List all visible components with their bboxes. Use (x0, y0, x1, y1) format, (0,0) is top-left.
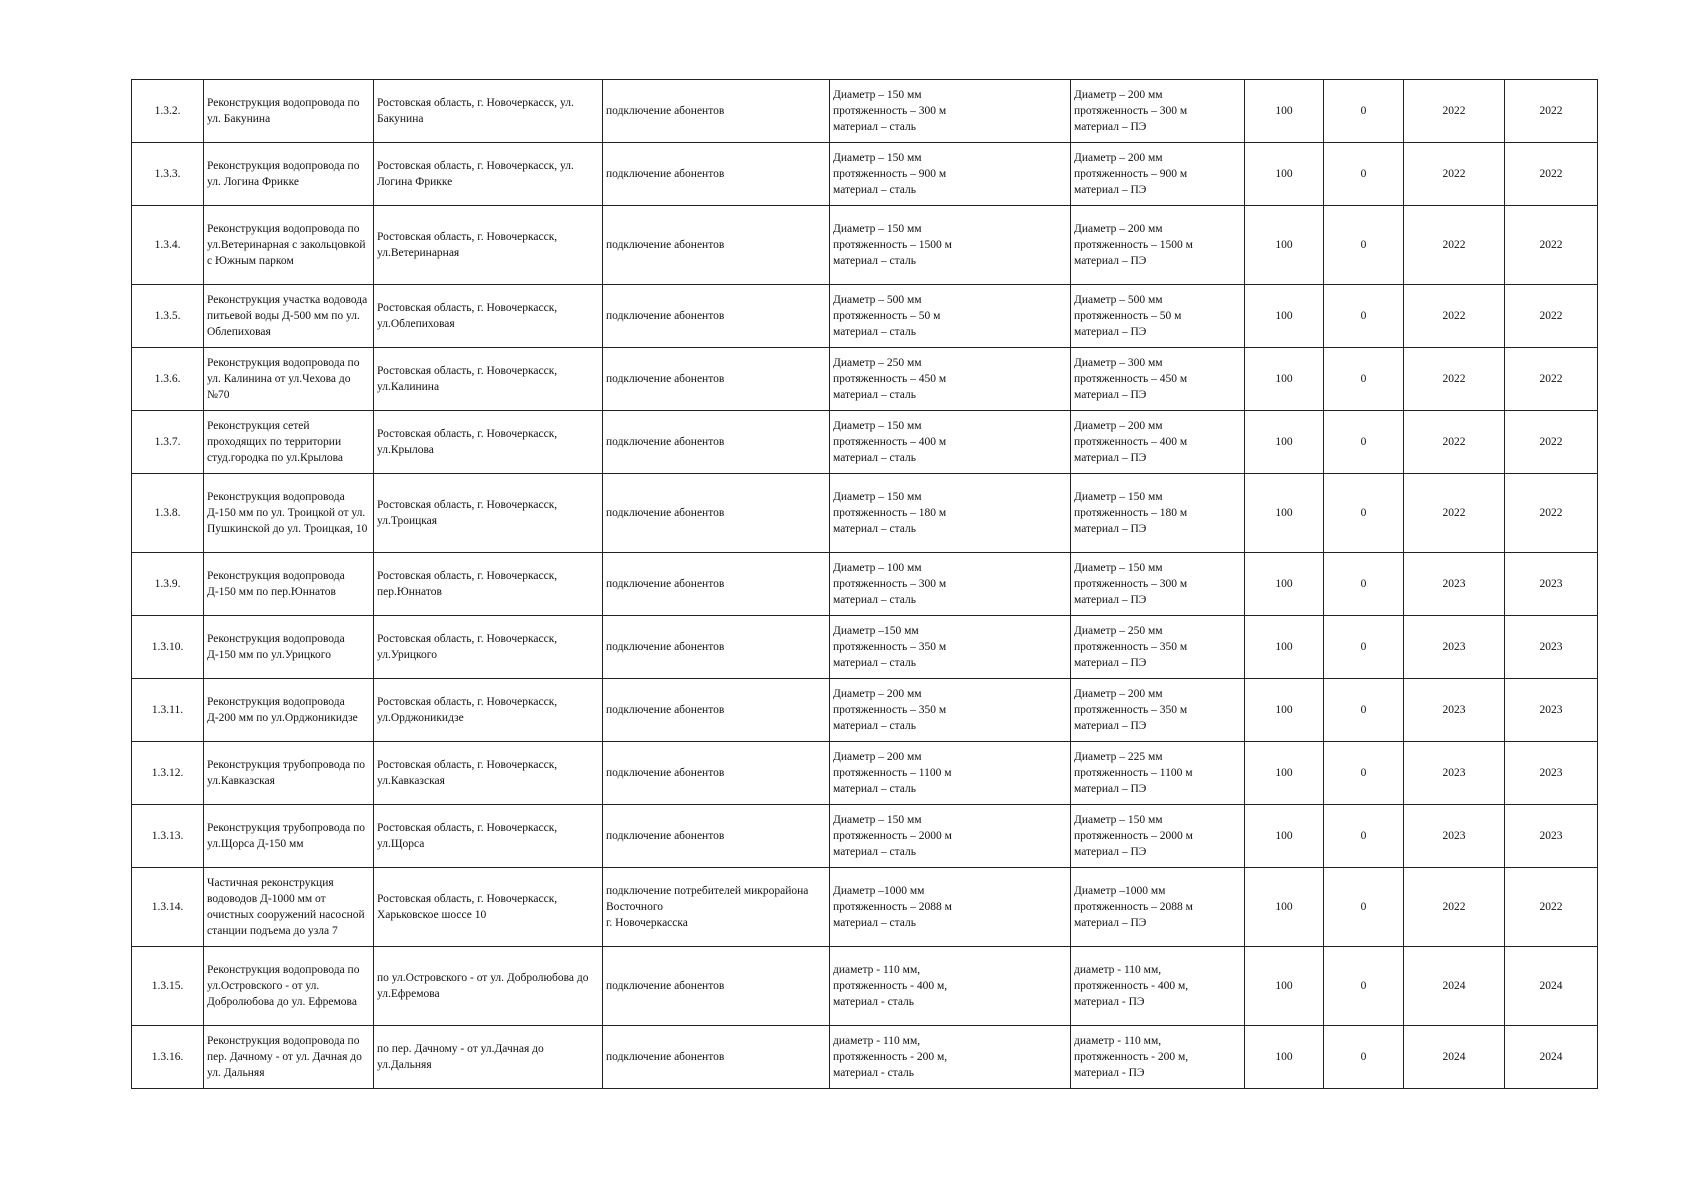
zero-value: 0 (1324, 80, 1404, 143)
params-after: Диаметр – 500 мм протяженность – 50 м материал – ПЭ (1071, 285, 1245, 348)
project-purpose: подключение абонентов (603, 285, 830, 348)
zero-value: 0 (1324, 1026, 1404, 1089)
end-year: 2023 (1505, 679, 1598, 742)
project-name: Реконструкция водопровода по ул.Островского - от ул. Добролюбова до ул. Ефремова (204, 947, 374, 1026)
params-before: Диаметр –1000 мм протяженность – 2088 м материал – сталь (830, 868, 1071, 947)
zero-value: 0 (1324, 553, 1404, 616)
row-number: 1.3.9. (132, 553, 204, 616)
params-before: Диаметр – 100 мм протяженность – 300 м материал – сталь (830, 553, 1071, 616)
params-before: диаметр - 110 мм, протяженность - 200 м, материал - сталь (830, 1026, 1071, 1089)
end-year: 2022 (1505, 143, 1598, 206)
row-number: 1.3.7. (132, 411, 204, 474)
reconstruction-table (131, 79, 1598, 1089)
table-row (132, 348, 1598, 411)
zero-value: 0 (1324, 143, 1404, 206)
start-year: 2022 (1404, 285, 1505, 348)
start-year: 2023 (1404, 742, 1505, 805)
params-after: Диаметр – 150 мм протяженность – 300 м материал – ПЭ (1071, 553, 1245, 616)
table-row (132, 616, 1598, 679)
table-row (132, 80, 1598, 143)
project-address: Ростовская область, г. Новочеркасск, ул.Кавказская (374, 742, 603, 805)
end-year: 2023 (1505, 616, 1598, 679)
start-year: 2022 (1404, 411, 1505, 474)
params-before: Диаметр – 150 мм протяженность – 900 м материал – сталь (830, 143, 1071, 206)
project-name: Реконструкция участка водовода питьевой воды Д-500 мм по ул. Облепиховая (204, 285, 374, 348)
table-row (132, 805, 1598, 868)
percent-value: 100 (1245, 474, 1324, 553)
params-before: диаметр - 110 мм, протяженность - 400 м, материал - сталь (830, 947, 1071, 1026)
params-after: Диаметр – 200 мм протяженность – 400 м материал – ПЭ (1071, 411, 1245, 474)
zero-value: 0 (1324, 868, 1404, 947)
project-address: Ростовская область, г. Новочеркасск, Харьковское шоссе 10 (374, 868, 603, 947)
row-number: 1.3.8. (132, 474, 204, 553)
table-row (132, 553, 1598, 616)
project-address: по ул.Островского - от ул. Добролюбова до ул.Ефремова (374, 947, 603, 1026)
table-row (132, 206, 1598, 285)
project-address: Ростовская область, г. Новочеркасск, ул.Калинина (374, 348, 603, 411)
project-purpose: подключение абонентов (603, 947, 830, 1026)
params-before: Диаметр – 150 мм протяженность – 400 м материал – сталь (830, 411, 1071, 474)
project-name: Частичная реконструкция водоводов Д-1000 мм от очистных сооружений насосной станции подъема до узла 7 (204, 868, 374, 947)
project-purpose: подключение потребителей микрорайона Восточного г. Новочеркасска (603, 868, 830, 947)
project-name: Реконструкция водопровода по ул. Бакунина (204, 80, 374, 143)
percent-value: 100 (1245, 868, 1324, 947)
row-number: 1.3.15. (132, 947, 204, 1026)
project-name: Реконструкция водопровода Д-150 мм по пер.Юннатов (204, 553, 374, 616)
project-name: Реконструкция трубопровода по ул.Щорса Д-150 мм (204, 805, 374, 868)
table-row (132, 742, 1598, 805)
end-year: 2023 (1505, 805, 1598, 868)
percent-value: 100 (1245, 805, 1324, 868)
end-year: 2023 (1505, 553, 1598, 616)
table-row (132, 285, 1598, 348)
project-name: Реконструкция водопровода Д-200 мм по ул.Орджоникидзе (204, 679, 374, 742)
end-year: 2022 (1505, 348, 1598, 411)
table-row (132, 868, 1598, 947)
project-purpose: подключение абонентов (603, 553, 830, 616)
project-purpose: подключение абонентов (603, 679, 830, 742)
percent-value: 100 (1245, 947, 1324, 1026)
end-year: 2024 (1505, 947, 1598, 1026)
zero-value: 0 (1324, 474, 1404, 553)
start-year: 2023 (1404, 553, 1505, 616)
percent-value: 100 (1245, 553, 1324, 616)
project-purpose: подключение абонентов (603, 474, 830, 553)
start-year: 2023 (1404, 679, 1505, 742)
project-name: Реконструкция водопровода Д-150 мм по ул. Троицкой от ул. Пушкинской до ул. Троицкая, 10 (204, 474, 374, 553)
project-purpose: подключение абонентов (603, 348, 830, 411)
project-name: Реконструкция водопровода по ул. Логина Фрикке (204, 143, 374, 206)
project-name: Реконструкция водопровода по ул.Ветеринарная с закольцовкой с Южным парком (204, 206, 374, 285)
project-purpose: подключение абонентов (603, 616, 830, 679)
table-row (132, 474, 1598, 553)
project-address: по пер. Дачному - от ул.Дачная до ул.Дальняя (374, 1026, 603, 1089)
params-after: Диаметр – 200 мм протяженность – 300 м материал – ПЭ (1071, 80, 1245, 143)
project-address: Ростовская область, г. Новочеркасск, ул.Ветеринарная (374, 206, 603, 285)
row-number: 1.3.6. (132, 348, 204, 411)
zero-value: 0 (1324, 742, 1404, 805)
zero-value: 0 (1324, 206, 1404, 285)
row-number: 1.3.2. (132, 80, 204, 143)
params-before: Диаметр – 150 мм протяженность – 300 м материал – сталь (830, 80, 1071, 143)
start-year: 2022 (1404, 80, 1505, 143)
params-before: Диаметр – 150 мм протяженность – 180 м материал – сталь (830, 474, 1071, 553)
project-address: Ростовская область, г. Новочеркасск, ул. Бакунина (374, 80, 603, 143)
start-year: 2022 (1404, 474, 1505, 553)
end-year: 2022 (1505, 411, 1598, 474)
row-number: 1.3.16. (132, 1026, 204, 1089)
percent-value: 100 (1245, 348, 1324, 411)
project-name: Реконструкция водопровода по ул. Калинина от ул.Чехова до №70 (204, 348, 374, 411)
params-after: Диаметр – 250 мм протяженность – 350 м материал – ПЭ (1071, 616, 1245, 679)
zero-value: 0 (1324, 679, 1404, 742)
params-after: Диаметр – 225 мм протяженность – 1100 м материал – ПЭ (1071, 742, 1245, 805)
params-after: Диаметр – 150 мм протяженность – 2000 м материал – ПЭ (1071, 805, 1245, 868)
start-year: 2022 (1404, 143, 1505, 206)
row-number: 1.3.13. (132, 805, 204, 868)
params-after: Диаметр – 150 мм протяженность – 180 м материал – ПЭ (1071, 474, 1245, 553)
row-number: 1.3.3. (132, 143, 204, 206)
params-before: Диаметр – 200 мм протяженность – 1100 м материал – сталь (830, 742, 1071, 805)
table-row (132, 143, 1598, 206)
project-address: Ростовская область, г. Новочеркасск, ул.Облепиховая (374, 285, 603, 348)
start-year: 2023 (1404, 805, 1505, 868)
percent-value: 100 (1245, 80, 1324, 143)
end-year: 2022 (1505, 206, 1598, 285)
end-year: 2022 (1505, 285, 1598, 348)
start-year: 2022 (1404, 868, 1505, 947)
project-purpose: подключение абонентов (603, 1026, 830, 1089)
table-row (132, 679, 1598, 742)
params-before: Диаметр – 250 мм протяженность – 450 м материал – сталь (830, 348, 1071, 411)
table-row (132, 1026, 1598, 1089)
percent-value: 100 (1245, 742, 1324, 805)
end-year: 2024 (1505, 1026, 1598, 1089)
start-year: 2022 (1404, 348, 1505, 411)
percent-value: 100 (1245, 411, 1324, 474)
project-address: Ростовская область, г. Новочеркасск, ул.Орджоникидзе (374, 679, 603, 742)
zero-value: 0 (1324, 947, 1404, 1026)
project-purpose: подключение абонентов (603, 206, 830, 285)
percent-value: 100 (1245, 1026, 1324, 1089)
end-year: 2022 (1505, 474, 1598, 553)
row-number: 1.3.10. (132, 616, 204, 679)
zero-value: 0 (1324, 805, 1404, 868)
start-year: 2023 (1404, 616, 1505, 679)
params-after: Диаметр – 200 мм протяженность – 900 м материал – ПЭ (1071, 143, 1245, 206)
project-name: Реконструкция водопровода Д-150 мм по ул.Урицкого (204, 616, 374, 679)
end-year: 2022 (1505, 80, 1598, 143)
zero-value: 0 (1324, 348, 1404, 411)
project-address: Ростовская область, г. Новочеркасск, ул.Щорса (374, 805, 603, 868)
params-before: Диаметр – 150 мм протяженность – 2000 м материал – сталь (830, 805, 1071, 868)
project-name: Реконструкция сетей проходящих по территории студ.городка по ул.Крылова (204, 411, 374, 474)
zero-value: 0 (1324, 411, 1404, 474)
row-number: 1.3.4. (132, 206, 204, 285)
zero-value: 0 (1324, 285, 1404, 348)
params-before: Диаметр – 200 мм протяженность – 350 м материал – сталь (830, 679, 1071, 742)
table-row (132, 947, 1598, 1026)
row-number: 1.3.5. (132, 285, 204, 348)
params-before: Диаметр – 150 мм протяженность – 1500 м материал – сталь (830, 206, 1071, 285)
params-after: диаметр - 110 мм, протяженность - 200 м, материал - ПЭ (1071, 1026, 1245, 1089)
row-number: 1.3.11. (132, 679, 204, 742)
project-address: Ростовская область, г. Новочеркасск, пер.Юннатов (374, 553, 603, 616)
params-after: Диаметр – 300 мм протяженность – 450 м материал – ПЭ (1071, 348, 1245, 411)
project-address: Ростовская область, г. Новочеркасск, ул.Урицкого (374, 616, 603, 679)
params-after: Диаметр –1000 мм протяженность – 2088 м материал – ПЭ (1071, 868, 1245, 947)
project-purpose: подключение абонентов (603, 411, 830, 474)
percent-value: 100 (1245, 285, 1324, 348)
start-year: 2024 (1404, 1026, 1505, 1089)
params-after: Диаметр – 200 мм протяженность – 350 м материал – ПЭ (1071, 679, 1245, 742)
project-address: Ростовская область, г. Новочеркасск, ул.Крылова (374, 411, 603, 474)
params-after: Диаметр – 200 мм протяженность – 1500 м материал – ПЭ (1071, 206, 1245, 285)
end-year: 2022 (1505, 868, 1598, 947)
row-number: 1.3.14. (132, 868, 204, 947)
params-before: Диаметр –150 мм протяженность – 350 м материал – сталь (830, 616, 1071, 679)
project-name: Реконструкция трубопровода по ул.Кавказская (204, 742, 374, 805)
end-year: 2023 (1505, 742, 1598, 805)
project-purpose: подключение абонентов (603, 80, 830, 143)
params-before: Диаметр – 500 мм протяженность – 50 м материал – сталь (830, 285, 1071, 348)
row-number: 1.3.12. (132, 742, 204, 805)
project-address: Ростовская область, г. Новочеркасск, ул. Логина Фрикке (374, 143, 603, 206)
project-address: Ростовская область, г. Новочеркасск, ул.Троицкая (374, 474, 603, 553)
percent-value: 100 (1245, 616, 1324, 679)
table-row (132, 411, 1598, 474)
project-purpose: подключение абонентов (603, 805, 830, 868)
start-year: 2022 (1404, 206, 1505, 285)
percent-value: 100 (1245, 206, 1324, 285)
project-name: Реконструкция водопровода по пер. Дачному - от ул. Дачная до ул. Дальняя (204, 1026, 374, 1089)
params-after: диаметр - 110 мм, протяженность - 400 м, материал - ПЭ (1071, 947, 1245, 1026)
percent-value: 100 (1245, 143, 1324, 206)
zero-value: 0 (1324, 616, 1404, 679)
percent-value: 100 (1245, 679, 1324, 742)
project-purpose: подключение абонентов (603, 143, 830, 206)
project-purpose: подключение абонентов (603, 742, 830, 805)
start-year: 2024 (1404, 947, 1505, 1026)
